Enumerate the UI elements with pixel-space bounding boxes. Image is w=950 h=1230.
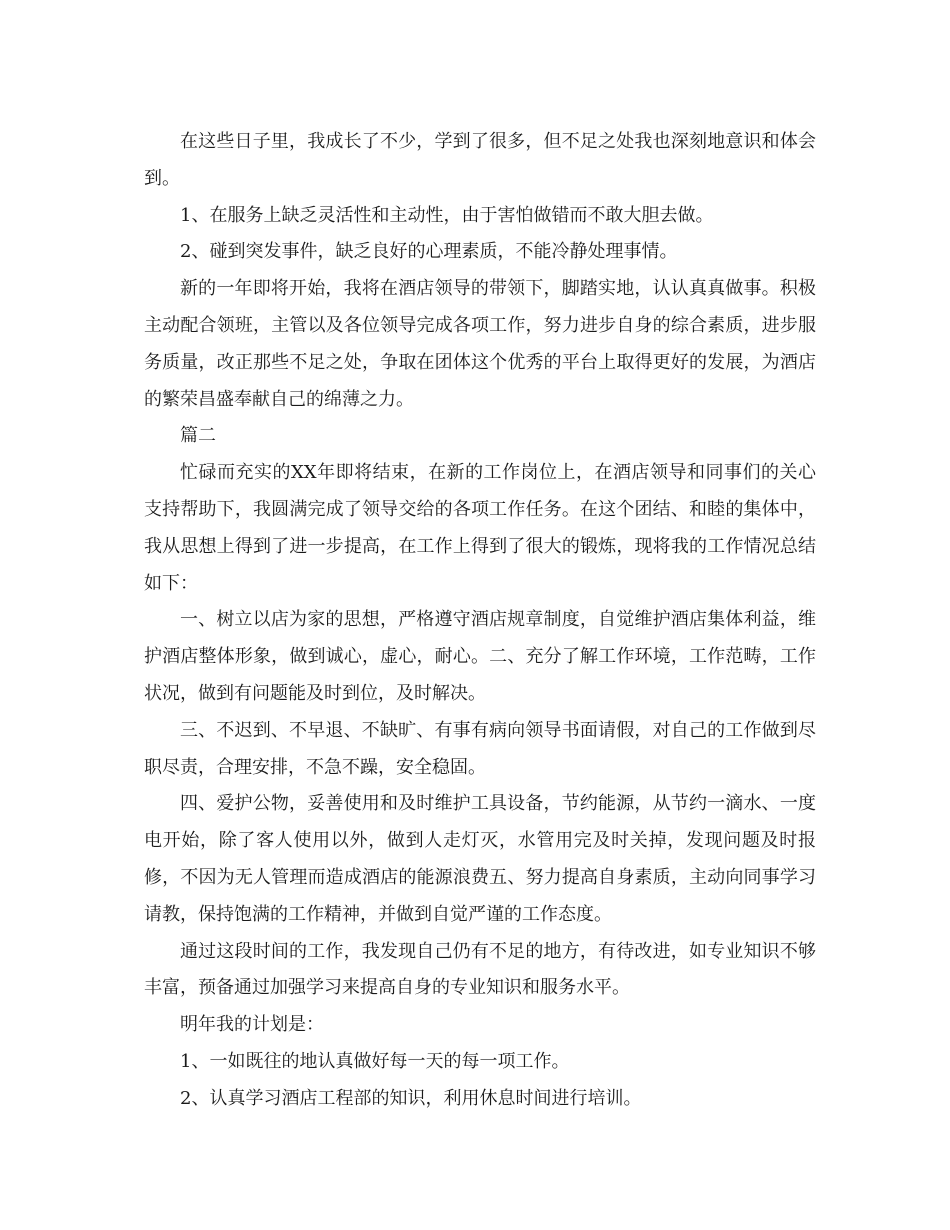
list-item: 1、一如既往的地认真做好每一天的每一项工作。 — [180, 1050, 570, 1072]
paragraph: 四、爱护公物，妥善使用和及时维护工具设备，节约能源，从节约一滴水、一度电开始，除了客人使用以外，做到人走灯灭，水管用完及时关掉，发现问题及时报修，不因为无人管理而造成酒店的能源浪费五、努力提高自身素质，主动向同事学习请教，保持饱满的工作精神，并做到自觉严谨的工作态度。 — [144, 793, 816, 925]
list-item: 2、认真学习酒店工程部的知识，利用休息时间进行培训。 — [180, 1087, 642, 1109]
list-item: 2、碰到突发事件，缺乏良好的心理素质，不能冷静处理事情。 — [180, 241, 678, 263]
paragraph: 一、树立以店为家的思想，严格遵守酒店规章制度，自觉维护酒店集体利益，维护酒店整体形象，做到诚心，虚心，耐心。二、充分了解工作环境，工作范畴，工作状况，做到有问题能及时到位，及时解决。 — [144, 609, 816, 704]
document-body — [144, 124, 816, 1118]
paragraph: 通过这段时间的工作，我发现自己仍有不足的地方，有待改进，如专业知识不够丰富，预备通过加强学习来提高自身的专业知识和服务水平。 — [144, 940, 816, 999]
list-item: 1、在服务上缺乏灵活性和主动性，由于害怕做错而不敢大胆去做。 — [180, 204, 714, 226]
section-heading: 篇二 — [180, 425, 216, 447]
paragraph: 在这些日子里，我成长了不少，学到了很多，但不足之处我也深刻地意识和体会到。 — [144, 131, 816, 189]
paragraph: 三、不迟到、不早退、不缺旷、有事有病向领导书面请假，对自己的工作做到尽职尽责，合理安排，不急不躁，安全稳固。 — [144, 719, 816, 778]
paragraph: 明年我的计划是： — [180, 1014, 324, 1036]
paragraph: 忙碌而充实的XX年即将结束，在新的工作岗位上，在酒店领导和同事们的关心支持帮助下，我圆满完成了领导交给的各项工作任务。在这个团结、和睦的集体中，我从思想上得到了进一步提高，在工作上得到了很大的锻炼，现将我的工作情况总结如下： — [144, 462, 816, 594]
paragraph: 新的一年即将开始，我将在酒店领导的带领下，脚踏实地，认认真真做事。积极主动配合领班，主管以及各位领导完成各项工作，努力进步自身的综合素质，进步服务质量，改正那些不足之处，争取在团体这个优秀的平台上取得更好的发展，为酒店的繁荣昌盛奉献自己的绵薄之力。 — [144, 278, 816, 410]
